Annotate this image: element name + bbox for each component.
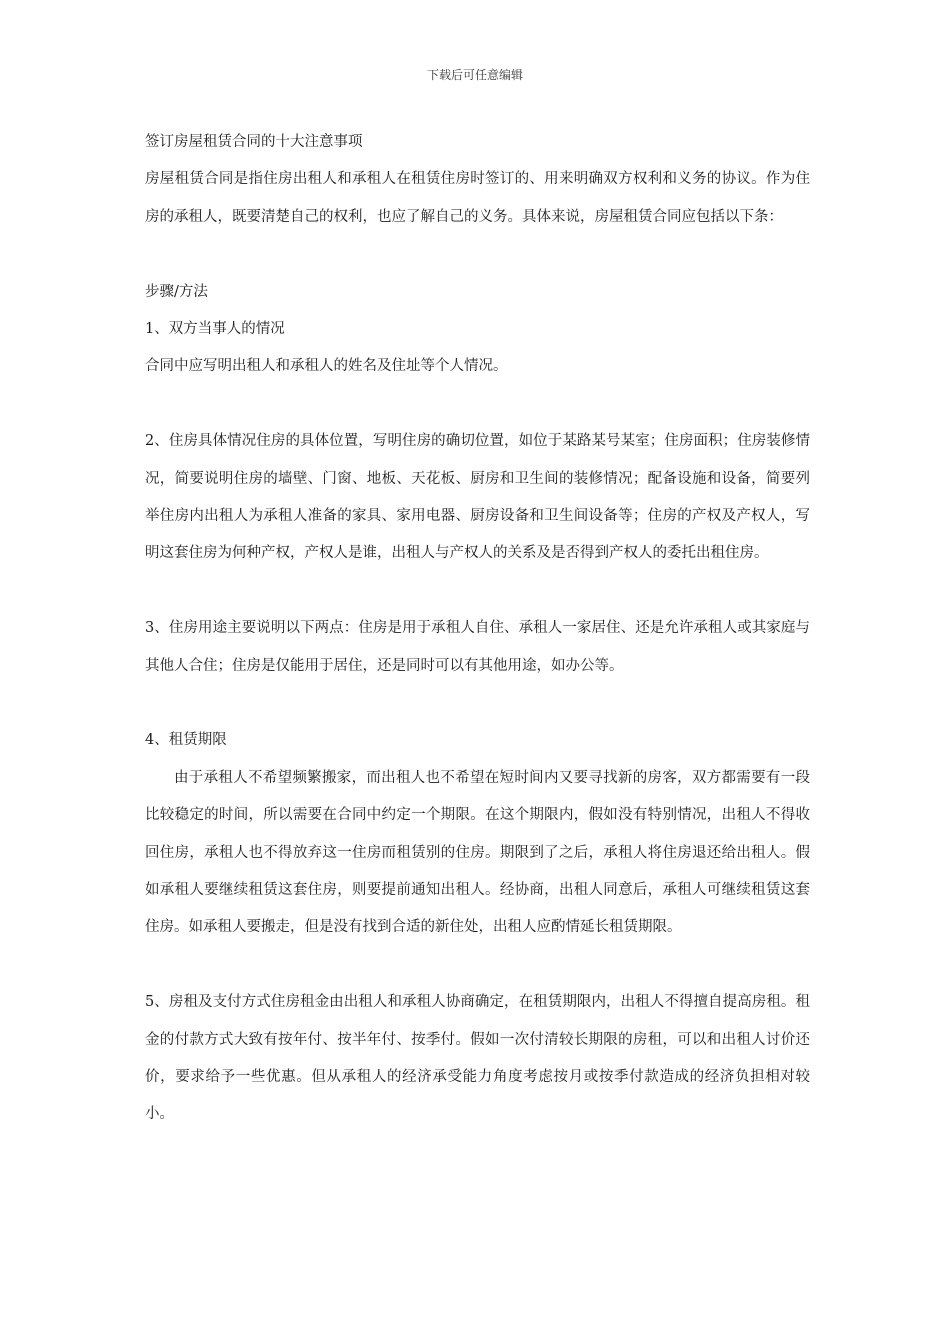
section-1-body: 合同中应写明出租人和承租人的姓名及住址等个人情况。 [145, 358, 508, 375]
section-4-title: 4、租赁期限 [145, 732, 227, 749]
steps-heading: 步骤/方法 [145, 283, 208, 300]
section-2-body: 2、住房具体情况住房的具体位置，写明住房的确切位置，如位于某路某号某室；住房面积；住房装修情况，简要说明住房的墙壁、门窗、地板、天花板、厨房和卫生间的装修情况；配备设施和设备，简要列举住房内出租人为承租人准备的家具、家用电器、厨房设备和卫生间设备等；住房的产权及产权人，写明这套住房为何种产权，产权人是谁，出租人与产权人的关系及是否得到产权人的委托出租住房。 [145, 433, 810, 562]
spacer [145, 386, 810, 423]
section-5-body: 5、房租及支付方式住房租金由出租人和承租人协商确定，在租赁期限内，出租人不得擅自提高房租。租金的付款方式大致有按年付、按半年付、按季付。假如一次付清较长期限的房租，可以和出租人讨价还价，要求给予一些优惠。但从承租人的经济承受能力角度考虑按月或按季付款造成的经济负担相对较小。 [145, 994, 810, 1123]
section-3-body: 3、住房用途主要说明以下两点：住房是用于承租人自住、承租人一家居住、还是允许承租人或其家庭与其他人合住；住房是仅能用于居住，还是同时可以有其他用途，如办公等。 [145, 620, 810, 674]
spacer [145, 947, 810, 984]
section-4-body: 由于承租人不希望频繁搬家，而出租人也不希望在短时间内又要寻找新的房客，双方都需要有一段比较稳定的时间，所以需要在合同中约定一个期限。在这个期限内，假如没有特别情况，出租人不得收回住房，承租人也不得放弃这一住房而租赁别的住房。期限到了之后，承租人将住房退还给出租人。假如承租人要继续租赁这套住房，则要提前通知出租人。经协商，出租人同意后，承租人可继续租赁这套住房。如承租人要搬走，但是没有找到合适的新住处，出租人应酌情延长租赁期限。 [145, 769, 810, 936]
spacer [145, 236, 810, 273]
spacer [145, 573, 810, 610]
intro-paragraph: 房屋租赁合同是指住房出租人和承租人在租赁住房时签订的、用来明确双方权利和义务的协议。作为住房的承租人，既要清楚自己的权利，也应了解自己的义务。具体来说，房屋租赁合同应包括以下条： [145, 171, 810, 225]
document-title: 签订房屋租赁合同的十大注意事项 [145, 134, 363, 150]
spacer [145, 685, 810, 722]
section-1-title: 1、双方当事人的情况 [145, 321, 285, 338]
document-body [145, 124, 810, 1134]
page-header: 下载后可任意编辑 [426, 68, 523, 82]
